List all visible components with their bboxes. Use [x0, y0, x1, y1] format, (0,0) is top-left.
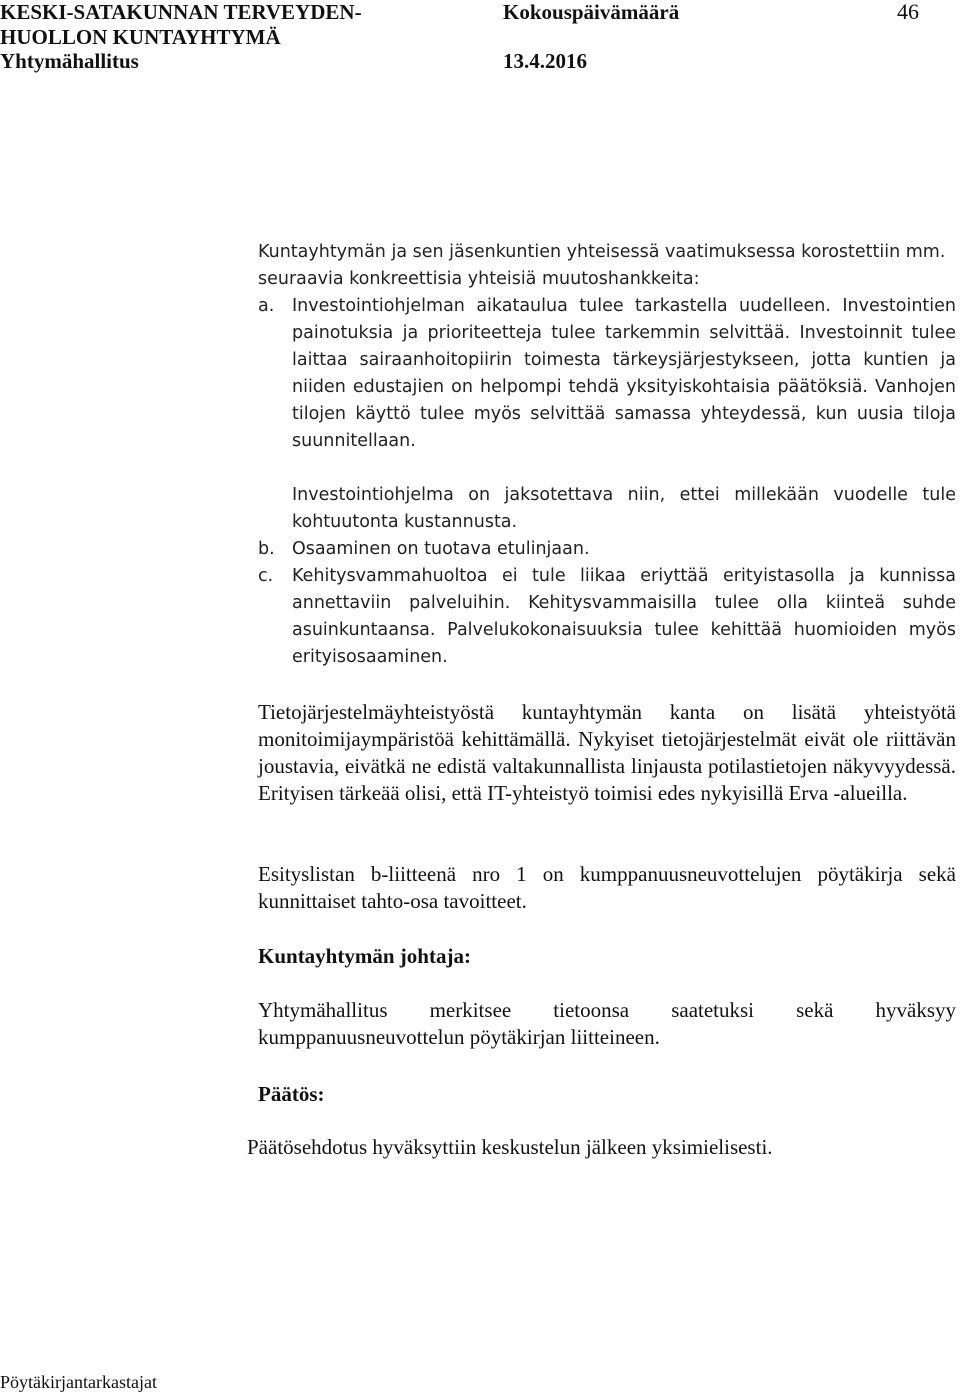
director-heading: Kuntayhtymän johtaja: [258, 944, 471, 968]
list-item-b-text: Osaaminen on tuotava etulinjaan. [292, 539, 590, 559]
decision-paragraph: Päätösehdotus hyväksyttiin keskustelun jälkeen yksimielisesti. [247, 1135, 773, 1159]
intro-paragraph: Kuntayhtymän ja sen jäsenkuntien yhteisessä vaatimuksessa korostettiin mm. seuraavia konkreettisia yhteisiä muutoshankkeita: [258, 242, 946, 289]
attachment-paragraph: Esityslistan b-liitteenä nro 1 on kumppanuusneuvottelujen pöytäkirja sekä kunnittaiset tahto-osa tavoitteet. [258, 862, 956, 913]
page-number: 46 [897, 0, 919, 24]
list-item-marker-b: b. [258, 539, 275, 559]
it-cooperation-paragraph: Tietojärjestelmäyhteistyöstä kuntayhtymän kanta on lisätä yhteistyötä monitoimijaympäristöä kehittämällä. Nykyiset tietojärjestelmät eivät ole riittävän joustavia, eivätkä ne edistä valtakunnallista linjausta potilastietojen näkyvyydessä. Erityisen tärkeää olisi, että IT-yhteistyö toimisi edes nykyisillä Erva -alueilla. [258, 700, 956, 805]
governing-body-name: Yhtymähallitus [0, 49, 139, 73]
proposal-paragraph: Yhtymähallitus merkitsee tietoonsa saatetuksi sekä hyväksyy kumppanuusneuvottelun pöytäkirjan liitteineen. [258, 998, 956, 1049]
organization-name-line1: KESKI-SATAKUNNAN TERVEYDEN- [0, 0, 362, 24]
list-item-c-text: Kehitysvammahuoltoa ei tule liikaa eriyttää erityistasolla ja kunnissa annettaviin palveluihin. Kehitysvammaisilla tulee olla kiinteä suhde asuinkuntaansa. Palvelukokonaisuuksia tulee kehittää huomioiden myös erityisosaaminen. [292, 566, 956, 667]
minutes-checkers-label: Pöytäkirjantarkastajat [0, 1372, 157, 1392]
organization-name-line2: HUOLLON KUNTAYHTYMÄ [0, 25, 281, 49]
list-item-marker-a: a. [258, 296, 275, 316]
meeting-date-value: 13.4.2016 [503, 49, 587, 73]
list-item-marker-c: c. [258, 566, 274, 586]
list-item-a-text: Investointiohjelman aikataulua tulee tarkastella uudelleen. Investointien painotuksia ja prioriteetteja tulee tarkemmin selvittää. Investoinnit tulee laittaa sairaanhoitopiirin toimesta tärkeysjärjestykseen, jotta kuntien ja niiden edustajien on helpompi tehdä yksityiskohtaisia päätöksiä. Vanhojen tilojen käyttö tulee myös selvittää samassa yhteydessä, kun uusia tiloja suunnitellaan. [292, 296, 956, 451]
meeting-date-label: Kokouspäivämäärä [503, 0, 680, 24]
decision-heading: Päätös: [258, 1082, 325, 1106]
list-item-a-extra-text: Investointiohjelma on jaksotettava niin, ettei millekään vuodelle tule kohtuutonta kustannusta. [292, 485, 956, 532]
